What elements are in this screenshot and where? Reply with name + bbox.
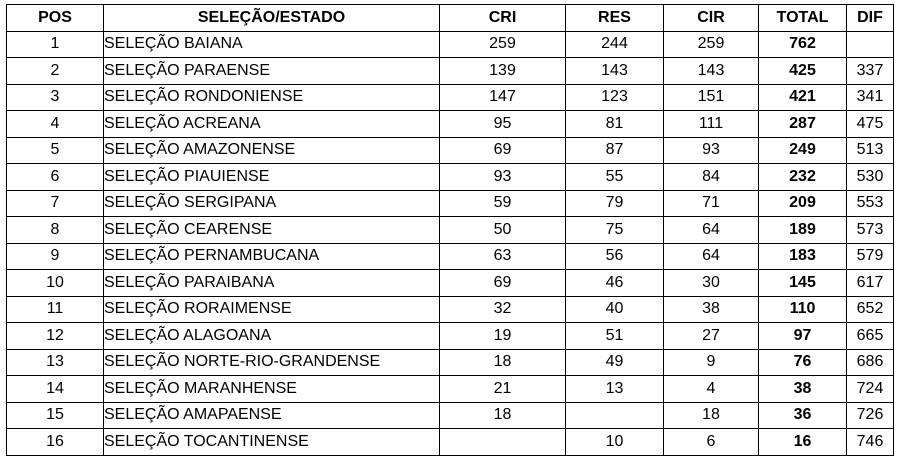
cell-dif xyxy=(847,31,894,58)
cell-pos: 2 xyxy=(7,58,104,85)
cell-cir: 27 xyxy=(664,323,759,350)
cell-total: 145 xyxy=(759,270,847,297)
cell-cir: 151 xyxy=(664,84,759,111)
cell-dif: 579 xyxy=(847,243,894,270)
cell-name: SELEÇÃO AMAPAENSE xyxy=(104,402,440,429)
cell-cir: 64 xyxy=(664,243,759,270)
cell-cri: 95 xyxy=(440,111,566,138)
cell-res: 40 xyxy=(566,296,664,323)
cell-total: 97 xyxy=(759,323,847,350)
cell-total: 183 xyxy=(759,243,847,270)
cell-cir: 64 xyxy=(664,217,759,244)
cell-cri: 93 xyxy=(440,164,566,191)
cell-cri: 21 xyxy=(440,376,566,403)
cell-total: 287 xyxy=(759,111,847,138)
header-row xyxy=(7,5,894,32)
header-cir: CIR xyxy=(664,5,759,32)
table-row xyxy=(7,58,894,85)
cell-total: 110 xyxy=(759,296,847,323)
cell-res: 49 xyxy=(566,349,664,376)
cell-res: 87 xyxy=(566,137,664,164)
table-row xyxy=(7,270,894,297)
cell-name: SELEÇÃO MARANHENSE xyxy=(104,376,440,403)
cell-cir: 6 xyxy=(664,429,759,456)
cell-name: SELEÇÃO PERNAMBUCANA xyxy=(104,243,440,270)
cell-cri: 69 xyxy=(440,137,566,164)
cell-pos: 3 xyxy=(7,84,104,111)
cell-dif: 337 xyxy=(847,58,894,85)
cell-cir: 18 xyxy=(664,402,759,429)
cell-name: SELEÇÃO CEARENSE xyxy=(104,217,440,244)
cell-dif: 665 xyxy=(847,323,894,350)
cell-res xyxy=(566,402,664,429)
cell-cri: 59 xyxy=(440,190,566,217)
header-total: TOTAL xyxy=(759,5,847,32)
cell-dif: 686 xyxy=(847,349,894,376)
cell-cri: 19 xyxy=(440,323,566,350)
cell-cri: 63 xyxy=(440,243,566,270)
cell-name: SELEÇÃO PARAENSE xyxy=(104,58,440,85)
cell-pos: 10 xyxy=(7,270,104,297)
table-row xyxy=(7,296,894,323)
cell-dif: 746 xyxy=(847,429,894,456)
cell-cir: 71 xyxy=(664,190,759,217)
cell-dif: 530 xyxy=(847,164,894,191)
cell-total: 762 xyxy=(759,31,847,58)
cell-res: 81 xyxy=(566,111,664,138)
cell-total: 36 xyxy=(759,402,847,429)
cell-name: SELEÇÃO BAIANA xyxy=(104,31,440,58)
cell-cir: 4 xyxy=(664,376,759,403)
cell-total: 209 xyxy=(759,190,847,217)
cell-res: 75 xyxy=(566,217,664,244)
cell-pos: 12 xyxy=(7,323,104,350)
cell-cri xyxy=(440,429,566,456)
cell-cri: 147 xyxy=(440,84,566,111)
cell-name: SELEÇÃO RONDONIENSE xyxy=(104,84,440,111)
cell-cir: 9 xyxy=(664,349,759,376)
cell-cir: 259 xyxy=(664,31,759,58)
cell-cir: 38 xyxy=(664,296,759,323)
cell-res: 51 xyxy=(566,323,664,350)
cell-res: 79 xyxy=(566,190,664,217)
cell-dif: 573 xyxy=(847,217,894,244)
cell-res: 244 xyxy=(566,31,664,58)
cell-pos: 15 xyxy=(7,402,104,429)
header-cri: CRI xyxy=(440,5,566,32)
cell-pos: 4 xyxy=(7,111,104,138)
cell-pos: 13 xyxy=(7,349,104,376)
cell-name: SELEÇÃO NORTE-RIO-GRANDENSE xyxy=(104,349,440,376)
cell-pos: 1 xyxy=(7,31,104,58)
cell-cri: 18 xyxy=(440,349,566,376)
cell-cri: 139 xyxy=(440,58,566,85)
table-row xyxy=(7,111,894,138)
cell-pos: 9 xyxy=(7,243,104,270)
table-row xyxy=(7,190,894,217)
table-row xyxy=(7,376,894,403)
table-row xyxy=(7,217,894,244)
table-row xyxy=(7,323,894,350)
cell-name: SELEÇÃO ACREANA xyxy=(104,111,440,138)
cell-dif: 652 xyxy=(847,296,894,323)
cell-pos: 6 xyxy=(7,164,104,191)
cell-res: 55 xyxy=(566,164,664,191)
table-row xyxy=(7,402,894,429)
cell-name: SELEÇÃO PARAIBANA xyxy=(104,270,440,297)
cell-total: 189 xyxy=(759,217,847,244)
standings-table xyxy=(6,4,894,456)
table-body xyxy=(7,31,894,455)
cell-name: SELEÇÃO TOCANTINENSE xyxy=(104,429,440,456)
cell-name: SELEÇÃO AMAZONENSE xyxy=(104,137,440,164)
cell-dif: 726 xyxy=(847,402,894,429)
cell-pos: 8 xyxy=(7,217,104,244)
cell-res: 143 xyxy=(566,58,664,85)
cell-cri: 50 xyxy=(440,217,566,244)
cell-total: 76 xyxy=(759,349,847,376)
table-row xyxy=(7,137,894,164)
cell-dif: 475 xyxy=(847,111,894,138)
table-row xyxy=(7,349,894,376)
cell-total: 16 xyxy=(759,429,847,456)
table-row xyxy=(7,84,894,111)
cell-pos: 14 xyxy=(7,376,104,403)
cell-dif: 553 xyxy=(847,190,894,217)
cell-dif: 341 xyxy=(847,84,894,111)
table-row xyxy=(7,164,894,191)
header-dif: DIF xyxy=(847,5,894,32)
cell-dif: 513 xyxy=(847,137,894,164)
cell-cir: 84 xyxy=(664,164,759,191)
table-row xyxy=(7,31,894,58)
cell-cir: 30 xyxy=(664,270,759,297)
cell-cir: 111 xyxy=(664,111,759,138)
cell-dif: 617 xyxy=(847,270,894,297)
cell-res: 10 xyxy=(566,429,664,456)
cell-cri: 259 xyxy=(440,31,566,58)
cell-cir: 143 xyxy=(664,58,759,85)
cell-cri: 69 xyxy=(440,270,566,297)
cell-cri: 32 xyxy=(440,296,566,323)
cell-total: 232 xyxy=(759,164,847,191)
table-row xyxy=(7,429,894,456)
cell-res: 13 xyxy=(566,376,664,403)
cell-dif: 724 xyxy=(847,376,894,403)
cell-pos: 7 xyxy=(7,190,104,217)
table-row xyxy=(7,243,894,270)
cell-total: 249 xyxy=(759,137,847,164)
cell-total: 421 xyxy=(759,84,847,111)
cell-total: 425 xyxy=(759,58,847,85)
cell-res: 123 xyxy=(566,84,664,111)
cell-name: SELEÇÃO RORAIMENSE xyxy=(104,296,440,323)
cell-cri: 18 xyxy=(440,402,566,429)
cell-res: 56 xyxy=(566,243,664,270)
header-res: RES xyxy=(566,5,664,32)
cell-pos: 16 xyxy=(7,429,104,456)
cell-pos: 11 xyxy=(7,296,104,323)
header-pos: POS xyxy=(7,5,104,32)
cell-total: 38 xyxy=(759,376,847,403)
cell-name: SELEÇÃO PIAUIENSE xyxy=(104,164,440,191)
cell-cir: 93 xyxy=(664,137,759,164)
cell-pos: 5 xyxy=(7,137,104,164)
cell-name: SELEÇÃO SERGIPANA xyxy=(104,190,440,217)
cell-res: 46 xyxy=(566,270,664,297)
cell-name: SELEÇÃO ALAGOANA xyxy=(104,323,440,350)
header-name: SELEÇÃO/ESTADO xyxy=(104,5,440,32)
